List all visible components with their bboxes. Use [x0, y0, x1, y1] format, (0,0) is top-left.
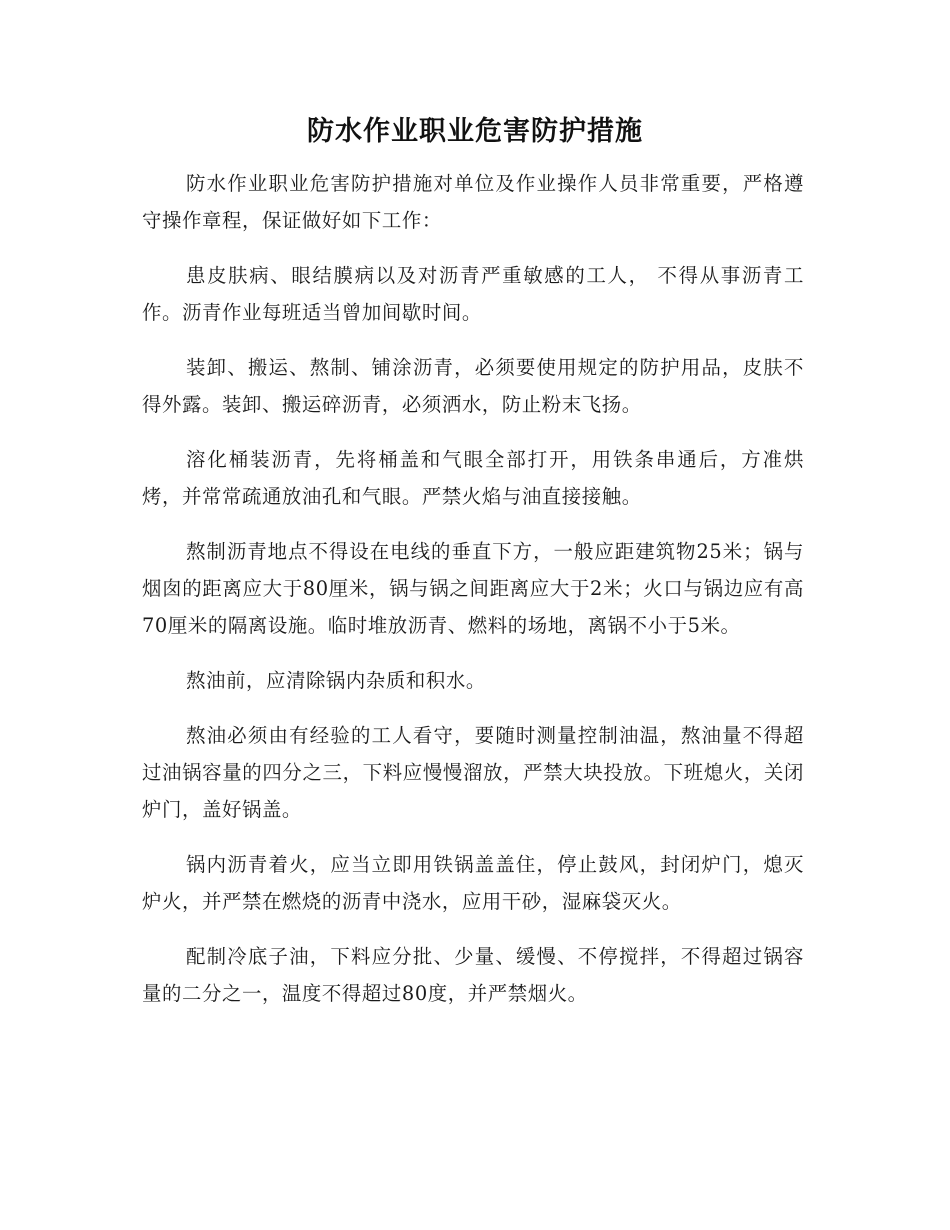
paragraph-boiling-site: 熬制沥青地点不得设在电线的垂直下方，一般应距建筑物25米；锅与烟囱的距离应大于80厘米，锅与锅之间距离应大于2米；火口与锅边应有高70厘米的隔离设施。临时堆放沥青、燃料的场地，离锅不小于5米。 [142, 540, 804, 637]
paragraph-fire-response: 锅内沥青着火，应当立即用铁锅盖盖住，停止鼓风，封闭炉门，熄灭炉火，并严禁在燃烧的沥青中浇水，应用干砂，湿麻袋灭火。 [142, 853, 804, 913]
paragraph-before-boiling: 熬油前，应清除锅内杂质和积水。 [186, 669, 486, 692]
paragraph-cold-primer: 配制冷底子油，下料应分批、少量、缓慢、不停搅拌，不得超过锅容量的二分之一，温度不得超过80度，并严禁烟火。 [142, 945, 804, 1005]
document-body [142, 165, 804, 1030]
paragraph-boiling-supervision: 熬油必须由有经验的工人看守，要随时测量控制油温，熬油量不得超过油锅容量的四分之三，下料应慢慢溜放，严禁大块投放。下班熄火，关闭炉门，盖好锅盖。 [142, 724, 804, 821]
paragraph-intro: 防水作业职业危害防护措施对单位及作业操作人员非常重要，严格遵守操作章程，保证做好如下工作： [142, 172, 804, 232]
paragraph-health-restriction: 患皮肤病、眼结膜病以及对沥青严重敏感的工人， 不得从事沥青工作。沥青作业每班适当曾加间歇时间。 [142, 264, 804, 324]
document-title: 防水作业职业危害防护措施 [307, 116, 643, 147]
paragraph-protective-gear: 装卸、搬运、熬制、铺涂沥青，必须要使用规定的防护用品，皮肤不得外露。装卸、搬运碎沥青，必须洒水，防止粉末飞扬。 [142, 356, 804, 416]
paragraph-barrel-melting: 溶化桶装沥青，先将桶盖和气眼全部打开，用铁条串通后，方准烘烤，并常常疏通放油孔和气眼。严禁火焰与油直接接触。 [142, 448, 804, 508]
